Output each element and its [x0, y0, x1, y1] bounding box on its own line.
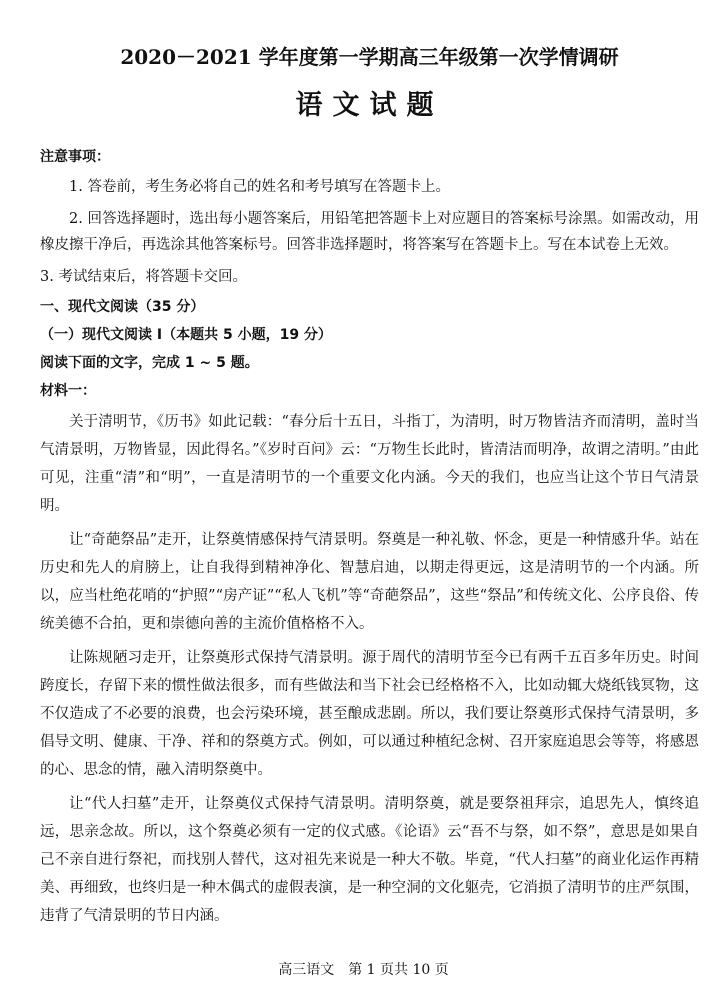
passage-paragraph: 关于清明节，《历书》如此记载：“春分后十五日，斗指丁，为清明，时万物皆洁齐而清明，盖时当气清景明，万物皆显，因此得名。”《岁时百问》云：“万物生长此时，皆清洁而明净，故谓之清明。”由此可见，注重“清”和“明”，一直是清明节的一个重要文化内涵。今天的我们，也应当让这个节日气清景明。: [40, 414, 699, 514]
section-heading-part1: 一、现代文阅读（35 分）: [40, 299, 205, 315]
notice-item-3: 3. 考试结束后，将答题卡交回。: [40, 269, 247, 285]
passage-paragraph: 让陈规陋习走开，让祭奠形式保持气清景明。源于周代的清明节至今已有两千五百多年历史。时间跨度长，存留下来的惯性做法很多，而有些做法和当下社会已经格格不入，比如动辄大烧纸钱冥物，这不仅造成了不必要的浪费，也会污染环境，甚至酿成悲剧。所以，我们要让祭奠形式保持气清景明，多倡导文明、健康、干净、祥和的祭奠方式。例如，可以通过种植纪念树、召开家庭追思会等等，将感恩的心、思念的情，融入清明祭奠中。: [40, 650, 699, 778]
section-heading-reading1: （一）现代文阅读 Ⅰ（本题共 5 小题，19 分）: [40, 327, 332, 343]
subject-title: 语文试题: [295, 90, 444, 121]
passage-paragraph: 让“奇葩祭品”走开，让祭奠情感保持气清景明。祭奠是一种礼敬、怀念，更是一种情感升华。站在历史和先人的肩膀上，让自我得到精神净化、智慧启迪，以期走得更远，这是清明节的一个内涵。所以，应当杜绝花哨的“护照”“房产证”“私人飞机”等“奇葩祭品”，这些“祭品”和传统文化、公序良俗、传统美德不合拍，更和崇德向善的主流价值格格不入。: [40, 532, 699, 632]
reading-instruction: 阅读下面的文字，完成 1 ~ 5 题。: [40, 355, 259, 371]
notice-item-1: 1. 答卷前，考生务必将自己的姓名和考号填写在答题卡上。: [69, 179, 450, 195]
page-footer: 高三语文 第 1 页共 10 页: [278, 962, 449, 978]
exam-title: 2020－2021 学年度第一学期高三年级第一次学情调研: [120, 45, 619, 69]
notice-heading: 注意事项：: [40, 149, 110, 165]
material-label: 材料一：: [40, 383, 96, 399]
passage-paragraph: 让“代人扫墓”走开，让祭奠仪式保持气清景明。清明祭奠，就是要祭祖拜宗，追思先人，慎终追远，思亲念故。所以，这个祭奠必须有一定的仪式感。《论语》云“吾不与祭，如不祭”，意思是如果自己不亲自进行祭祀，而找别人替代，这对祖先来说是一种大不敬。毕竟，“代人扫墓”的商业化运作再精美、再细致，也终归是一种木偶式的虚假表演，是一种空洞的文化躯壳，它消损了清明节的庄严氛围，违背了气清景明的节日内涵。: [40, 796, 699, 924]
notice-item-2: 2. 回答选择题时，选出每小题答案后，用铅笔把答题卡上对应题目的答案标号涂黑。如需改动，用橡皮擦干净后，再选涂其他答案标号。回答非选择题时，将答案写在答题卡上。写在本试卷上无效。: [40, 211, 699, 253]
